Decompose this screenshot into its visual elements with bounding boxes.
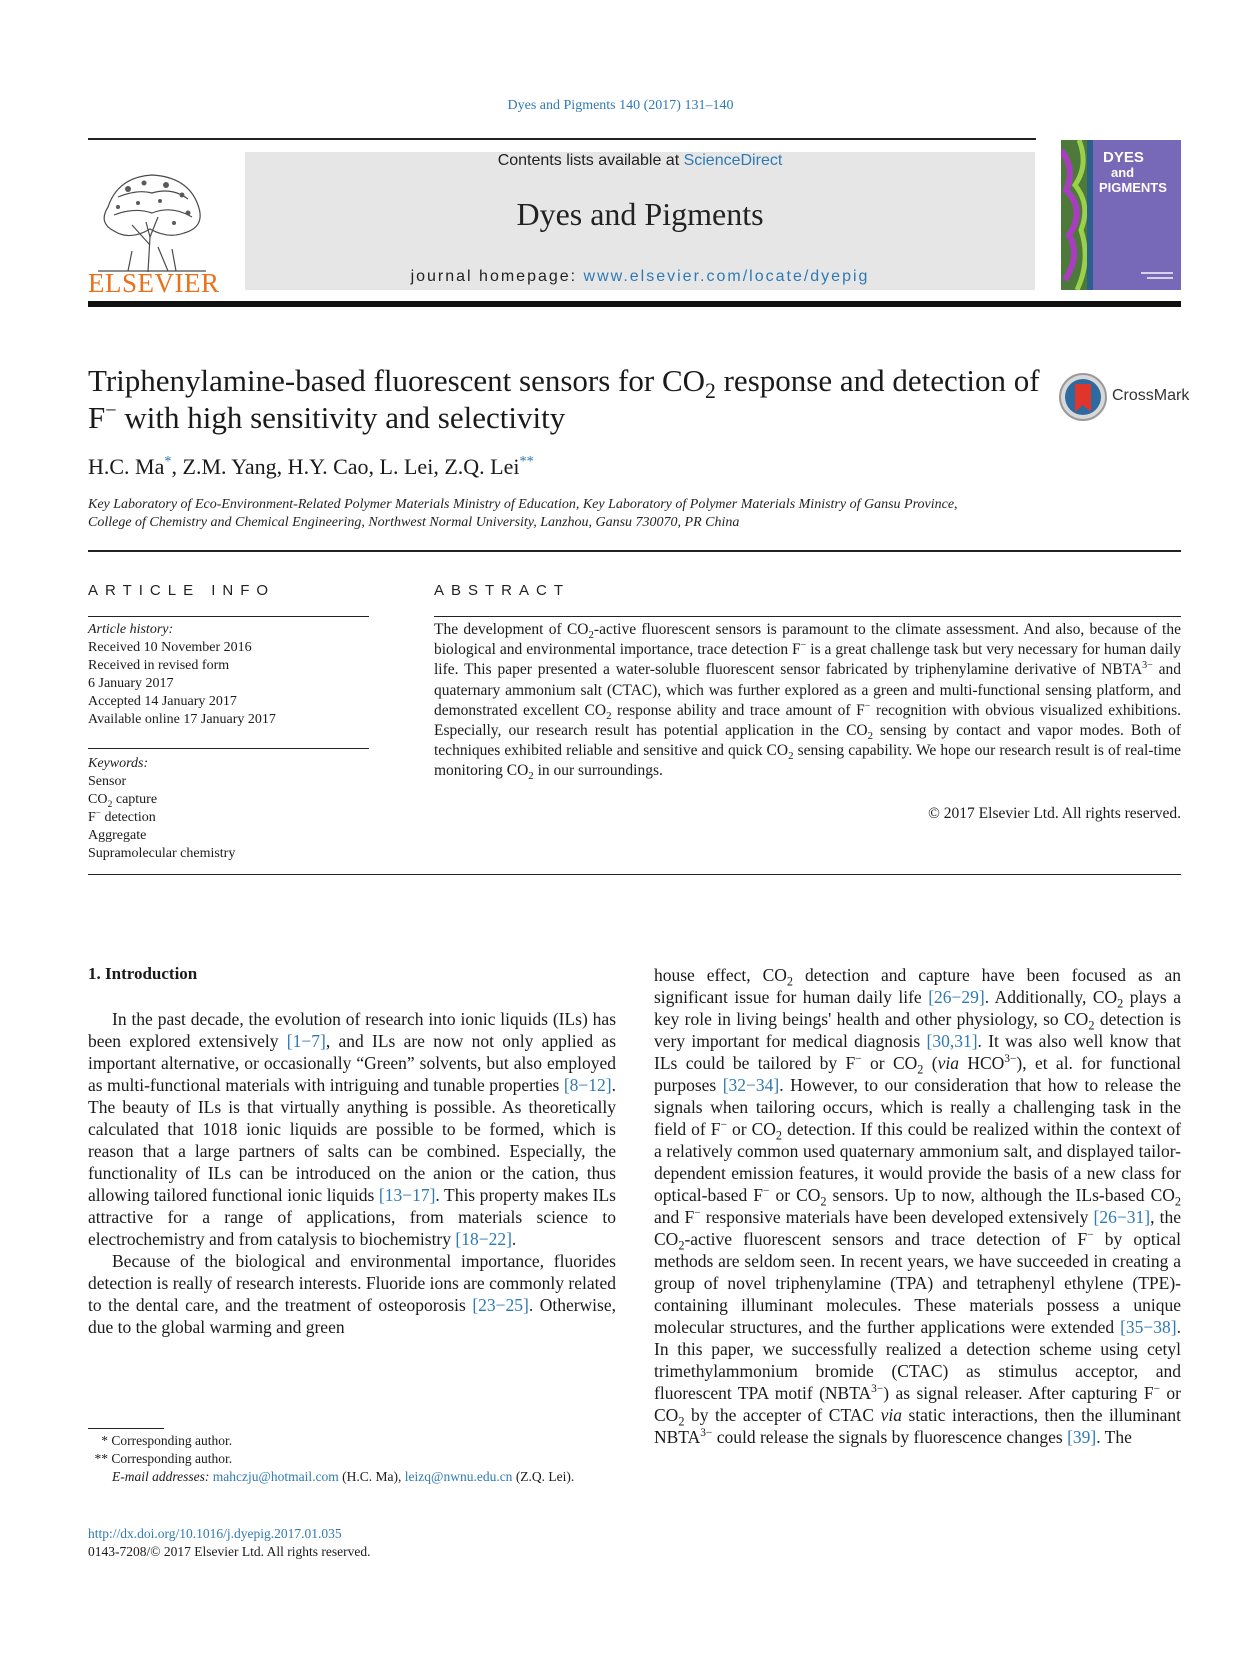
body-paragraph: Because of the biological and environmental importance, fluorides detection is really of research interests. Fluoride ions are commonly related to the dental care, and the treatment of osteoporosis [23−25]. Otherwise, due to the global warming and green xyxy=(88,1251,616,1337)
abstract-copyright: © 2017 Elsevier Ltd. All rights reserved. xyxy=(928,805,1181,822)
doi-link[interactable]: http://dx.doi.org/10.1016/j.dyepig.2017.01.035 xyxy=(88,1526,342,1541)
email-link-ma[interactable]: mahczju@hotmail.com xyxy=(212,1469,339,1484)
email-link-lei[interactable]: leizq@nwnu.edu.cn xyxy=(404,1469,513,1484)
abstract-divider xyxy=(88,874,1181,875)
contents-prefix: Contents lists available at xyxy=(497,152,684,169)
contents-available-line xyxy=(245,152,1035,170)
cover-title-line-1: DYES xyxy=(1103,149,1144,166)
history-item: Available online 17 January 2017 xyxy=(88,712,276,727)
affiliation-divider xyxy=(88,550,1181,552)
history-item: Received in revised form xyxy=(88,658,230,673)
elsevier-wordmark: ELSEVIER xyxy=(88,268,220,298)
history-item: Received 10 November 2016 xyxy=(88,640,252,655)
history-label: Article history: xyxy=(88,622,174,637)
header-top-rule xyxy=(88,138,1036,140)
keywords-list xyxy=(88,755,369,863)
section-heading-introduction: 1. Introduction xyxy=(88,964,198,983)
abstract-text: The development of $CO_2$-active fluorescent sensors is paramount to the climate assessment. And also, because of the biological and environmental importance, trace detection F− is a great challenge task but very necessary for human daily life. This paper presented a water-soluble fluorescent sensor fabricated by triphenylamine derivative of $NBTA^{3-}$ and quaternary ammonium salt (CTAC), which was further explored as a green and multi-functional sensing platform, and demonstrated excellent $CO_2$ response ability and trace amount of F− recognition with obvious visualized exhibitions. Especially, our research result has potential application in the $CO_2$ sensing by contact and vapor modes. Both of techniques exhibited reliable and sensitive and quick $CO_2$ sensing capability. We hope our research result is of real-time monitoring $CO_2$ in our surroundings. xyxy=(434,621,1182,783)
homepage-prefix: journal homepage: xyxy=(410,268,584,285)
history-item: Accepted 14 January 2017 xyxy=(88,694,237,709)
body-column-left xyxy=(88,1008,616,1338)
affiliation-line: College of Chemistry and Chemical Engineering, Northwest Normal University, Lanzhou, Gansu 730070, PR China xyxy=(88,515,740,530)
crossmark-button[interactable] xyxy=(1058,372,1188,424)
journal-homepage-line xyxy=(245,268,1035,286)
article-info-heading: ARTICLE INFO xyxy=(88,582,276,599)
footnote-text: Corresponding author. xyxy=(111,1451,233,1466)
journal-citation[interactable]: Dyes and Pigments 140 (2017) 131–140 xyxy=(507,98,734,113)
keywords-label: Keywords: xyxy=(88,756,149,771)
email-owner: (Z.Q. Lei). xyxy=(515,1469,575,1484)
email-label: E-mail addresses: xyxy=(112,1469,210,1484)
cover-title-line-2: and xyxy=(1111,165,1135,180)
email-owner: (H.C. Ma), xyxy=(342,1469,402,1484)
keyword-item: Sensor xyxy=(88,774,127,789)
keyword-item: $CO_2$ capture xyxy=(88,792,158,810)
journal-cover-image xyxy=(1061,140,1181,290)
crossmark-label: CrossMark xyxy=(1112,387,1190,404)
sciencedirect-link[interactable]: ScienceDirect xyxy=(683,152,783,169)
journal-homepage-link[interactable]: www.elsevier.com/locate/dyepig xyxy=(583,268,870,285)
header-bottom-rule xyxy=(88,301,1181,307)
crossmark-icon xyxy=(1058,372,1108,422)
footnote-corresponding-2: ** Corresponding author. xyxy=(94,1451,233,1466)
abstract-rule xyxy=(434,616,1181,617)
article-history xyxy=(88,621,369,729)
body-column-right xyxy=(654,964,1181,1448)
author-affiliation xyxy=(88,496,1098,532)
keyword-item: Supramolecular chemistry xyxy=(88,846,236,861)
body-paragraph: In the past decade, the evolution of research into ionic liquids (ILs) has been explored extensively [1−7], and ILs are now not only applied as important alternative, or occasionally “Green” solvents, but also employed as multi-functional materials with intriguing and tunable properties [8−12]. The beauty of ILs is that virtually anything is possible. As theoretically calculated that 1018 ionic liquids are possible to be formed, which is reason that a large partners of salts can be combined. Especially, the functionality of ILs can be introduced on the anion or the cation, thus allowing tailored functional ionic liquids [13−17]. This property makes ILs attractive for a range of applications, from materials science to electrochemistry and from catalysis to biochemistry [18−22]. xyxy=(88,1009,617,1249)
footnote-corresponding-1: * Corresponding author. xyxy=(101,1433,233,1448)
affiliation-line: Key Laboratory of Eco-Environment-Related Polymer Materials Ministry of Education, Key Laboratory of Polymer Materials Ministry of Gansu Province, xyxy=(88,497,958,512)
author-list: H.C. Ma*, Z.M. Yang, H.Y. Cao, L. Lei, Z.Q. Lei** xyxy=(88,453,534,479)
article-title: Triphenylamine-based fluorescent sensors for $CO_2$ response and detection of F− with high sensitivity and selectivity xyxy=(88,363,1040,435)
abstract-heading: ABSTRACT xyxy=(434,582,571,599)
keywords-rule xyxy=(88,748,369,749)
footnote-emails xyxy=(88,1468,616,1486)
keyword-item: F− detection xyxy=(88,807,156,825)
article-info-rule xyxy=(88,616,369,617)
issn-copyright: 0143-7208/© 2017 Elsevier Ltd. All rights reserved. xyxy=(88,1544,371,1559)
footnotes xyxy=(88,1432,616,1486)
body-paragraph: house effect, $CO_2$ detection and capture have been focused as an significant issue for human daily life [26−29]. Additionally, $CO_2$ plays a key role in living beings' health and other physiology, so $CO_2$ detection is very important for medical diagnosis [30,31]. It was also well know that ILs could be tailored by F− or $CO_2$ (via $HCO^{3-}$), et al. for functional purposes [32−34]. However, to our consideration that how to release the signals when tailoring occurs, which is really a challenging task in the field of F− or $CO_2$ detection. If this could be realized within the context of a relatively common used quaternary ammonium salt, and displayed tailor-dependent emission features, it would provide the basis of a new class for optical-based F− or $CO_2$ sensors. Up to now, although the ILs-based $CO_2$ and F− responsive materials have been developed extensively [26−31], the $CO_2$-active fluorescent sensors and trace detection of F− by optical methods are seldom seen. In recent years, we have succeeded in creating a group of novel triphenylamine (TPA) and tetraphenyl ethylene (TPE)-containing illuminant molecules. These materials possess a unique molecular structures, and the further applications were extended [35−38]. In this paper, we successfully realized a detection scheme using cetyl trimethylammonium bromide (CTAC) as stimulus acceptor, and fluorescent TPA motif $(NBTA^{3-})$ as signal releaser. After capturing F− or $CO_2$ by the accepter of CTAC via static interactions, then the illuminant $NBTA^{3-}$ could release the signals by fluorescence changes [39]. The xyxy=(654,965,1182,1447)
cover-title-line-3: PIGMENTS xyxy=(1099,180,1167,195)
journal-name: Dyes and Pigments xyxy=(516,196,764,232)
footnote-rule xyxy=(88,1428,164,1429)
footnote-text: Corresponding author. xyxy=(111,1433,233,1448)
keyword-item: Aggregate xyxy=(88,828,147,843)
history-item: 6 January 2017 xyxy=(88,676,174,691)
